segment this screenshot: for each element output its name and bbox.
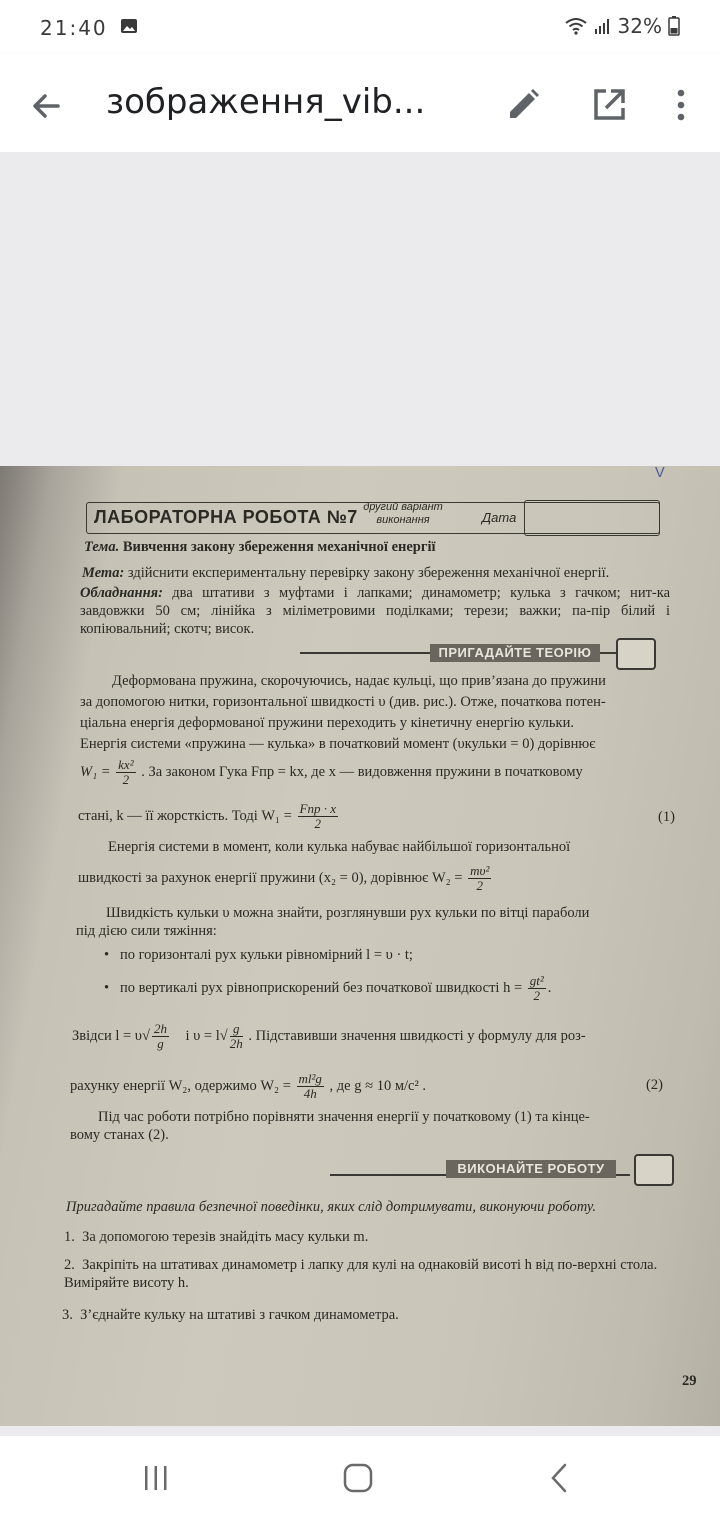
chevron-left-icon[interactable] <box>538 1456 582 1500</box>
p1-line1: Деформована пружина, скорочуючись, надає кульці, що прив’язана до пружини <box>112 673 606 689</box>
step-1-text: За допомогою терезів знайдіть масу кульки m. <box>82 1229 369 1245</box>
w1-fraction <box>116 758 135 787</box>
p4-mid: і υ = l <box>185 1027 220 1044</box>
goal-line <box>82 564 609 582</box>
step-2-text: Закріпіть на штативах динамометр і лапку для кулі на однаковій висоті h від по-верхні стола. Виміряйте висоту h. <box>64 1257 658 1291</box>
variant-label: другий варіант виконання <box>363 501 443 526</box>
p2-line2 <box>78 864 493 893</box>
recents-icon[interactable] <box>134 1456 178 1500</box>
equipment-label: Обладнання: <box>80 585 163 601</box>
work-banner: ВИКОНАЙТЕ РОБОТУ <box>446 1160 616 1178</box>
step-1 <box>64 1228 368 1246</box>
bullet-1-text: по горизонталі рух кульки рівномірний l = υ · t; <box>119 947 413 963</box>
w1-lhs: W₁ = <box>80 763 111 780</box>
h-fraction <box>528 974 546 1003</box>
step-3-number: 3. <box>62 1307 73 1323</box>
equation-1-number: (1) <box>658 809 675 825</box>
p1-line4: Енергія системи «пружина — кулька» в початковий момент (υкульки = 0) дорівнює <box>80 736 596 752</box>
w1-numerator: kx² <box>118 757 134 772</box>
p5-start: рахунку енергії W₂, одержимо W₂ = <box>70 1077 291 1094</box>
w1b-numerator: Fпр · x <box>299 801 337 816</box>
navigation-bar <box>0 1436 720 1520</box>
date-label: Дата <box>482 510 517 525</box>
wifi-icon <box>564 17 588 35</box>
safety-note: Пригадайте правила безпечної поведінки, яких слід дотримувати, виконуючи роботу. <box>66 1199 596 1215</box>
file-title: зображення_vib... <box>106 82 426 122</box>
bullet-2-text: по вертикалі рух рівноприскорений без початкової швидкості h = <box>119 979 523 996</box>
topic-text: Вивчення закону збереження механічної енергії <box>122 539 436 555</box>
textbook-page <box>0 466 720 1426</box>
arrow-left-icon[interactable] <box>24 84 68 128</box>
step-2 <box>64 1256 694 1292</box>
bullet-dot: • <box>104 947 110 963</box>
h-numerator: gt² <box>529 973 544 988</box>
p1-line6 <box>78 802 340 831</box>
p6-line2: вому станах (2). <box>70 1127 169 1143</box>
equipment-text: два штативи з муфтами і лапками; динамометр; кулька з гачком; нит-ка завдовжки 50 см; лінійка з міліметровими поділками; терези; важки; па-пір білий і копіювальний; скотч; висок. <box>80 585 671 637</box>
step-1-number: 1. <box>64 1229 75 1245</box>
status-indicators <box>564 14 680 38</box>
sqrt1-fraction <box>152 1022 169 1051</box>
theory-banner: ПРИГАДАЙТЕ ТЕОРІЮ <box>430 644 600 662</box>
topic-label: Тема. <box>84 539 120 555</box>
p3-line1: Швидкість кульки υ можна знайти, розглянувши рух кульки по вітці параболи <box>106 905 590 921</box>
sqrt1-denominator: g <box>157 1036 164 1051</box>
bullet-dot: • <box>104 979 110 996</box>
more-vert-icon[interactable] <box>664 84 698 126</box>
signal-icon <box>594 17 612 35</box>
page-number: 29 <box>682 1373 697 1389</box>
p1-line2: за допомогою нитки, горизонтальної швидкості υ (див. рис.). Отже, початкова потен- <box>80 694 606 710</box>
image-icon <box>120 18 138 34</box>
step-3 <box>62 1306 399 1324</box>
p1-line5 <box>80 758 583 787</box>
w1b-fraction <box>298 802 338 831</box>
w2-denominator: 2 <box>476 878 484 893</box>
bullet-horizontal <box>104 946 413 964</box>
p6-line1: Під час роботи потрібно порівняти значення енергії у початковому (1) та кінце- <box>98 1109 590 1125</box>
w2b-numerator: ml²g <box>298 1071 322 1086</box>
p4-start: Звідси l = υ <box>72 1027 142 1044</box>
w1b-denominator: 2 <box>314 816 322 831</box>
p2-text: швидкості за рахунок енергії пружини (x₂ = 0), дорівнює W₂ = <box>78 869 463 886</box>
p4-end: . Підставивши значення швидкості у формулу для роз- <box>248 1027 586 1044</box>
pencil-icon[interactable] <box>502 84 544 126</box>
sqrt2-denominator: 2h <box>229 1036 243 1051</box>
topic-line <box>84 538 436 556</box>
sqrt2-fraction <box>230 1022 243 1051</box>
image-viewer[interactable] <box>0 152 720 1436</box>
w1-denominator: 2 <box>122 772 130 787</box>
p5-line <box>70 1072 426 1101</box>
p3-line2: під дією сили тяжіння: <box>76 923 217 939</box>
open-in-new-icon[interactable] <box>588 84 630 126</box>
app-bar <box>0 54 720 152</box>
equipment-block <box>80 584 670 638</box>
goal-label: Мета: <box>82 565 125 581</box>
battery-percent: 32% <box>617 14 662 38</box>
sqrt2-numerator: g <box>230 1022 243 1037</box>
tools-icon <box>634 1154 674 1186</box>
home-icon[interactable] <box>336 1456 380 1500</box>
p5-end: , де g ≈ 10 м/с² . <box>329 1077 427 1094</box>
status-bar <box>0 0 720 54</box>
hooke-text: . За законом Гука Fпр = kx, де x — видовження пружини в початковому <box>141 763 583 780</box>
w2b-fraction <box>297 1072 324 1101</box>
date-box <box>524 500 660 536</box>
goal-text: здійснити експериментальну перевірку закону збереження механічної енергії. <box>127 565 610 581</box>
p4-line: Звідси l = υ√ $\frac{2h}{g}$ і υ = l√ $\frac{g}{2h}$ . Підставивши значення швидкості у формулу для роз- <box>72 1021 586 1051</box>
sqrt1-numerator: 2h <box>153 1021 167 1036</box>
document-photo[interactable] <box>0 466 720 1426</box>
corner-mark: V <box>655 466 665 481</box>
w2b-denominator: 4h <box>303 1086 317 1101</box>
p2-line1: Енергія системи в момент, коли кулька набуває найбільшої горизонтальної <box>108 839 571 855</box>
stiffness-text: стані, k — її жорсткість. Тоді W₁ = <box>78 807 292 824</box>
step-2-number: 2. <box>64 1257 75 1273</box>
w2-fraction <box>468 864 491 893</box>
lab-title: ЛАБОРАТОРНА РОБОТА №7 <box>94 507 358 527</box>
h-denominator: 2 <box>533 988 540 1003</box>
p1-line3: ціальна енергія деформованої пружини переходить у кінетичну енергію кульки. <box>80 715 574 731</box>
step-3-text: З’єднайте кульку на штативі з гачком динамометра. <box>80 1307 399 1323</box>
book-icon <box>616 638 656 670</box>
status-time: 21:40 <box>40 16 108 40</box>
w2-numerator: mυ² <box>470 863 490 878</box>
equation-2-number: (2) <box>646 1077 663 1093</box>
battery-icon <box>668 16 680 36</box>
bullet-vertical: • по вертикалі рух рівноприскорений без початкової швидкості h = $\frac{\text{gt²}}{2}$ . <box>104 973 552 1003</box>
